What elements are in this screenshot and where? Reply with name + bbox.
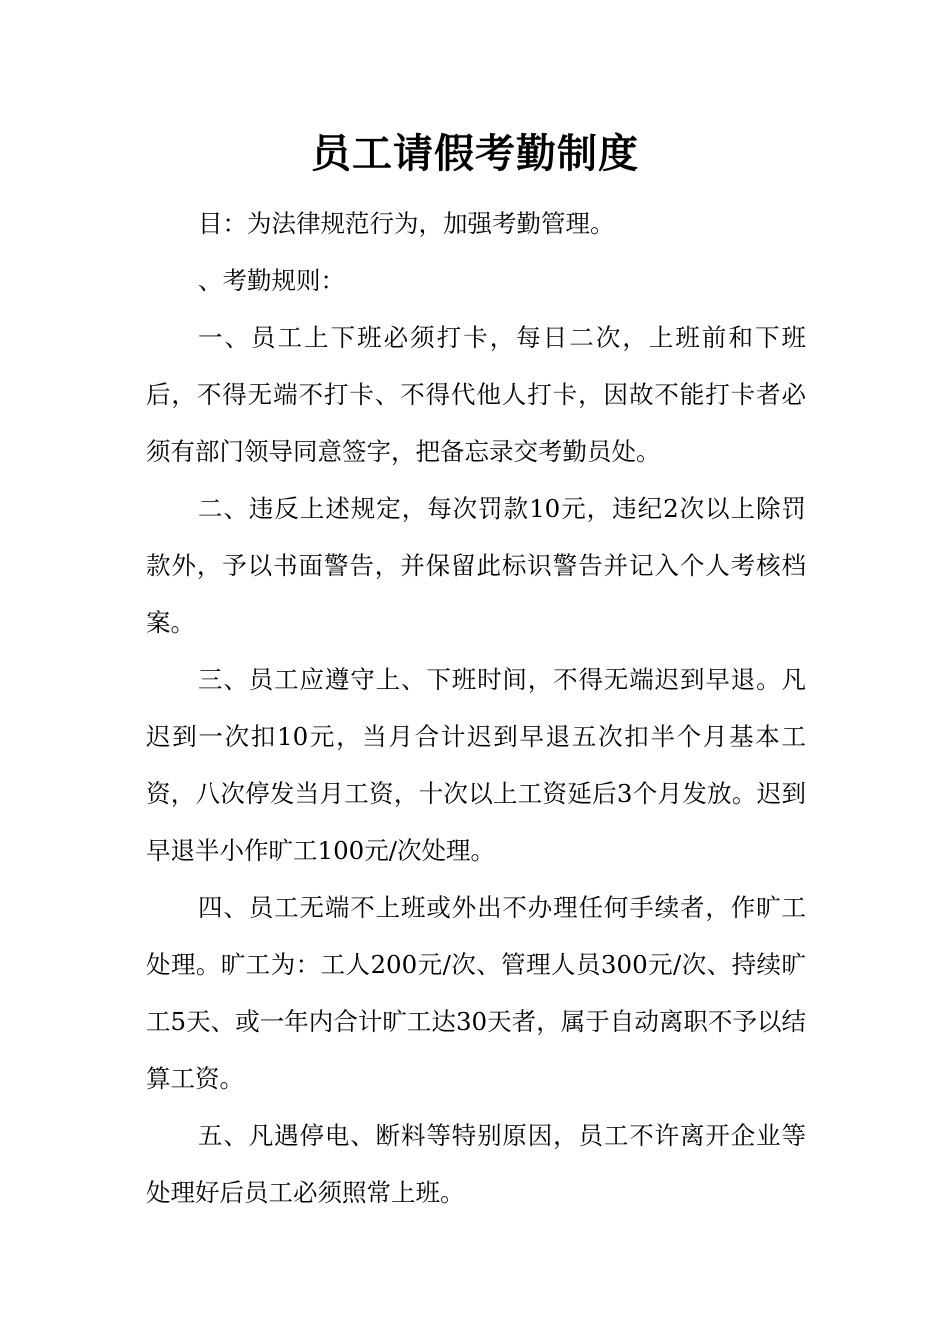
paragraph-rule-2: 二、违反上述规定，每次罚款10元，违纪2次以上除罚款外，予以书面警告，并保留此标识警告并记入个人考核档案。 <box>146 494 806 637</box>
paragraph-rule-3: 三、员工应遵守上、下班时间，不得无端迟到早退。凡迟到一次扣10元，当月合计迟到早退五次扣半个月基本工资，八次停发当月工资，十次以上工资延后3个月发放。迟到早退半小作旷工100元/次处理。 <box>146 665 806 865</box>
document-body <box>146 195 806 1221</box>
paragraph-purpose: 目：为法律规范行为，加强考勤管理。 <box>198 209 615 238</box>
document-title: 员工请假考勤制度 <box>311 131 639 177</box>
paragraph-rule-4: 四、员工无端不上班或外出不办理任何手续者，作旷工处理。旷工为：工人200元/次、管理人员300元/次、持续旷工5天、或一年内合计旷工达30天者，属于自动离职不予以结算工资。 <box>146 893 806 1093</box>
paragraph-rule-1: 一、员工上下班必须打卡，每日二次，上班前和下班后，不得无端不打卡、不得代他人打卡，因故不能打卡者必须有部门领导同意签字，把备忘录交考勤员处。 <box>146 323 806 466</box>
paragraph-rules-heading: 、考勤规则： <box>198 266 345 295</box>
paragraph-rule-5: 五、凡遇停电、断料等特别原因，员工不许离开企业等处理好后员工必须照常上班。 <box>146 1121 806 1207</box>
